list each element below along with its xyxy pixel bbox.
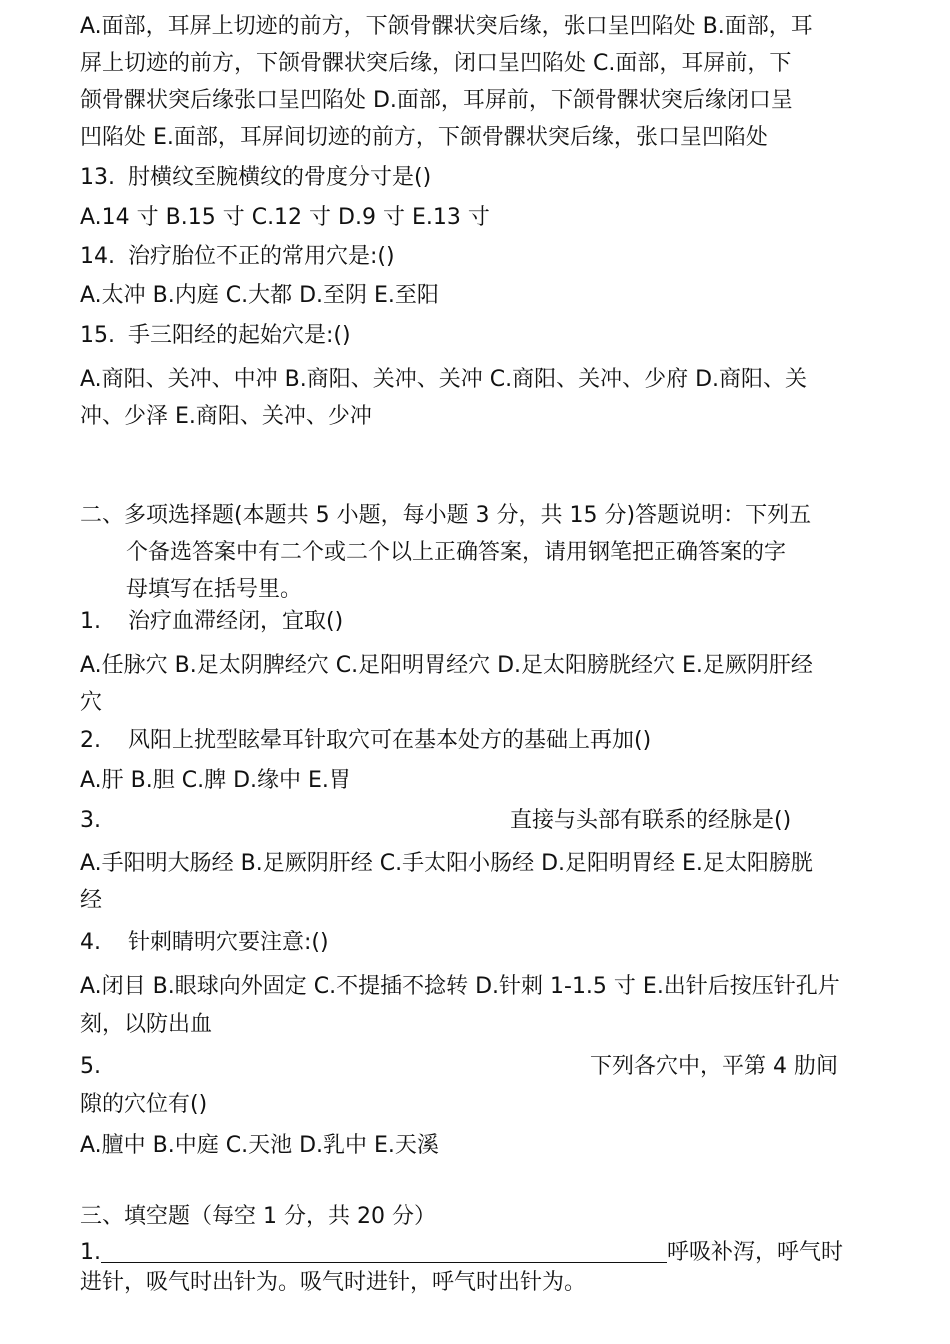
question-text: 治疗胎位不正的常用穴是:() xyxy=(128,244,395,269)
q13-options: A.14 寸 B.15 寸 C.12 寸 D.9 寸 E.13 寸 xyxy=(80,205,490,230)
question-14 xyxy=(80,242,395,272)
multi-question-3 xyxy=(80,806,850,836)
question-text: 肘横纹至腕横纹的骨度分寸是() xyxy=(128,165,432,190)
question-text: 治疗血滞经闭，宜取() xyxy=(128,609,344,634)
section-2-heading-line-3: 母填写在括号里。 xyxy=(126,577,303,602)
fill-question-1-line-2: 进针，吸气时出针为。吸气时进针，呼气时出针为。 xyxy=(80,1270,587,1295)
multi-question-5 xyxy=(80,1052,850,1082)
answer-blank[interactable] xyxy=(101,1240,667,1263)
multi-question-1 xyxy=(80,607,343,637)
question-text: 风阳上扰型眩晕耳针取穴可在基本处方的基础上再加() xyxy=(128,728,652,753)
m4-options-line-1: A.闭目 B.眼球向外固定 C.不提插不捻转 D.针刺 1-1.5 寸 E.出针后按压针孔片 xyxy=(80,974,840,999)
question-number: 5. xyxy=(80,1054,101,1079)
m3-options-line-1: A.手阳明大肠经 B.足厥阴肝经 C.手太阳小肠经 D.足阳明胃经 E.足太阳膀胱 xyxy=(80,851,813,876)
section-3-heading: 三、填空题（每空 1 分，共 20 分） xyxy=(80,1204,436,1229)
q12-options-line-1: A.面部，耳屏上切迹的前方，下颌骨髁状突后缘，张口呈凹陷处 B.面部，耳 xyxy=(80,14,813,39)
m4-options-line-2: 刻，以防出血 xyxy=(80,1012,213,1037)
question-number: 3. xyxy=(80,808,101,833)
question-number: 13. xyxy=(80,165,115,190)
question-number: 14. xyxy=(80,244,115,269)
multi-question-4 xyxy=(80,928,329,958)
m1-options-line-1: A.任脉穴 B.足太阴脾经穴 C.足阳明胃经穴 D.足太阳膀胱经穴 E.足厥阴肝经 xyxy=(80,653,813,678)
question-13 xyxy=(80,163,431,193)
q15-options-line-2: 冲、少泽 E.商阳、关冲、少冲 xyxy=(80,404,372,429)
q12-options-line-3: 颌骨髁状突后缘张口呈凹陷处 D.面部，耳屏前，下颌骨髁状突后缘闭口呈 xyxy=(80,88,793,113)
q14-options: A.太冲 B.内庭 C.大都 D.至阴 E.至阳 xyxy=(80,283,439,308)
section-2-heading-line-1: 二、多项选择题(本题共 5 小题，每小题 3 分，共 15 分)答题说明：下列五 xyxy=(80,503,812,528)
multi-question-2 xyxy=(80,726,651,756)
m3-options-line-2: 经 xyxy=(80,888,103,913)
question-number: 15. xyxy=(80,323,115,348)
question-text: 下列各穴中，平第 4 肋间 xyxy=(590,1054,838,1079)
question-text: 呼吸补泻，呼气时 xyxy=(667,1240,844,1265)
section-2-heading-line-2: 个备选答案中有二个或二个以上正确答案，请用钢笔把正确答案的字 xyxy=(126,540,787,565)
m5-text-line-2: 隙的穴位有() xyxy=(80,1092,208,1117)
q12-options-line-4: 凹陷处 E.面部，耳屏间切迹的前方，下颌骨髁状突后缘，张口呈凹陷处 xyxy=(80,125,768,150)
q12-options-line-2: 屏上切迹的前方，下颌骨髁状突后缘，闭口呈凹陷处 C.面部，耳屏前，下 xyxy=(80,51,792,76)
question-text: 直接与头部有联系的经脉是() xyxy=(510,808,792,833)
question-number: 4. xyxy=(80,930,101,955)
question-text: 针刺睛明穴要注意:() xyxy=(128,930,329,955)
question-number: 1. xyxy=(80,609,101,634)
question-number: 2. xyxy=(80,728,101,753)
fill-question-1 xyxy=(80,1238,843,1268)
question-number: 1. xyxy=(80,1240,101,1265)
m5-options: A.膻中 B.中庭 C.天池 D.乳中 E.天溪 xyxy=(80,1133,439,1158)
question-15 xyxy=(80,321,351,351)
m2-options: A.肝 B.胆 C.脾 D.缘中 E.胃 xyxy=(80,768,351,793)
q15-options-line-1: A.商阳、关冲、中冲 B.商阳、关冲、关冲 C.商阳、关冲、少府 D.商阳、关 xyxy=(80,367,808,392)
m1-options-line-2: 穴 xyxy=(80,690,103,715)
question-text: 手三阳经的起始穴是:() xyxy=(128,323,351,348)
